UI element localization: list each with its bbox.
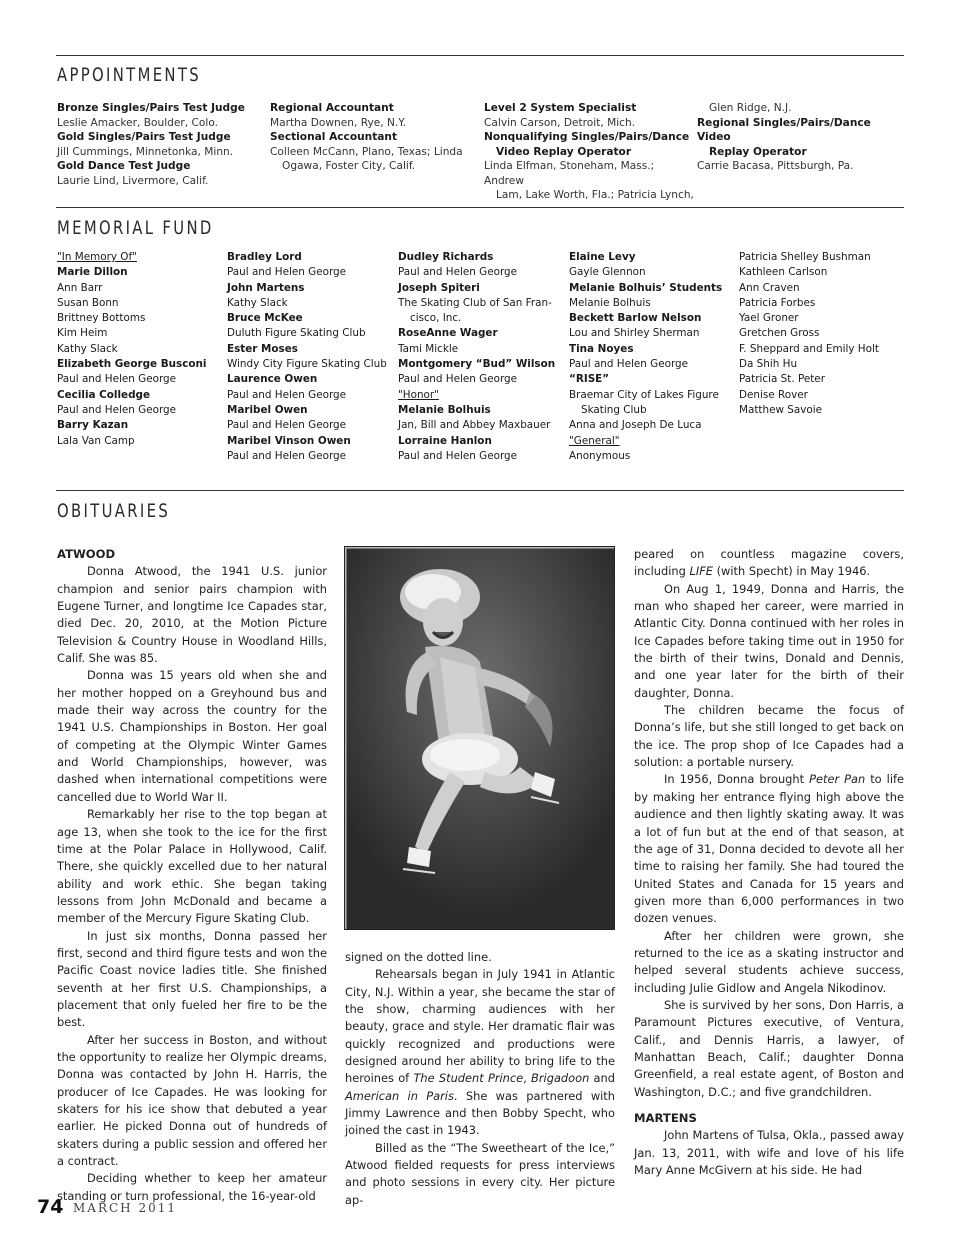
text-run: In 1956, Donna brought bbox=[664, 772, 805, 787]
honoree: Lorraine Hanlon bbox=[398, 434, 492, 447]
honoree: John Martens bbox=[227, 281, 305, 294]
memorial-divider bbox=[56, 207, 904, 208]
obituary-column-3 bbox=[634, 546, 904, 1179]
appointment-role: Gold Singles/Pairs Test Judge bbox=[57, 131, 231, 143]
donor: Ann Craven bbox=[739, 281, 800, 294]
appointments-title: APPOINTMENTS bbox=[57, 64, 201, 86]
memorial-column-3 bbox=[398, 250, 566, 464]
obituary-heading: MARTENS bbox=[634, 1111, 697, 1125]
donor: Kathy Slack bbox=[57, 342, 118, 355]
obituary-heading: ATWOOD bbox=[57, 547, 116, 561]
appointee: Martha Downen, Rye, N.Y. bbox=[270, 116, 406, 129]
donor: Duluth Figure Skating Club bbox=[227, 327, 366, 340]
appointment-role: Video Replay Operator bbox=[496, 145, 632, 158]
memorial-column-5 bbox=[739, 250, 907, 418]
appointee: Laurie Lind, Livermore, Calif. bbox=[57, 174, 209, 187]
donor: Kim Heim bbox=[57, 327, 108, 340]
article-paragraph: Rehearsals began in July 1941 in Atlantic City, N.J. Within a year, she became the star of the show, charming audiences with her beauty, grace and style. Her dramatic flair was quickly recognized and productions were designed around her ability to bring life to the heroines of The Student Prince, Brigadoon and American in Paris. She was partnered with Jimmy Lawrence and then Bobby Specht, who joined the cast in 1943. bbox=[345, 967, 615, 1138]
donor: F. Sheppard and Emily Holt bbox=[739, 342, 879, 355]
article-paragraph bbox=[634, 546, 904, 581]
donor: Paul and Helen George bbox=[398, 373, 518, 386]
donor: Kathy Slack bbox=[227, 296, 288, 309]
honoree: Barry Kazan bbox=[57, 419, 129, 432]
donor: Windy City Figure Skating Club bbox=[227, 358, 387, 371]
donor: Braemar City of Lakes Figure bbox=[569, 388, 719, 401]
donor: The Skating Club of San Fran- bbox=[398, 296, 552, 309]
donor: Brittney Bottoms bbox=[57, 312, 146, 325]
donor: Paul and Helen George bbox=[398, 266, 518, 279]
donor: Anonymous bbox=[569, 449, 631, 462]
appointment-role: Sectional Accountant bbox=[270, 131, 398, 143]
appointment-role: Nonqualifying Singles/Pairs/Dance bbox=[484, 131, 690, 143]
honoree: Ester Moses bbox=[227, 342, 298, 355]
donor: Susan Bonn bbox=[57, 296, 119, 309]
honoree: Maribel Owen bbox=[227, 403, 308, 416]
honoree: Bruce McKee bbox=[227, 312, 303, 325]
appointments-column-1 bbox=[57, 101, 262, 188]
donor: Lala Van Camp bbox=[57, 434, 135, 447]
donor: cisco, Inc. bbox=[410, 312, 462, 325]
article-paragraph: In just six months, Donna passed her first, second and third figure tests and won the Pacific Coast novice ladies title. She finished seventh at her first U.S. Championships, a placement that only fueled her fire to be the best. bbox=[57, 928, 327, 1030]
obituaries-title: OBITUARIES bbox=[57, 500, 171, 522]
text-run: (with Specht) in May 1946. bbox=[716, 564, 871, 579]
donor: Paul and Helen George bbox=[398, 449, 518, 462]
show-title: Brigadoon bbox=[531, 1071, 590, 1086]
article-paragraph: John Martens of Tulsa, Okla., passed away Jan. 13, 2011, with wife and love of his life Mary Anne McGivern at his side. He had bbox=[634, 1128, 904, 1178]
donor: Kathleen Carlson bbox=[739, 266, 828, 279]
honoree: RoseAnne Wager bbox=[398, 327, 498, 340]
donor: Yael Groner bbox=[739, 312, 799, 325]
memorial-title: MEMORIAL FUND bbox=[57, 217, 214, 239]
memorial-column-4 bbox=[569, 250, 737, 464]
donor: Denise Rover bbox=[739, 388, 808, 401]
appointee: Linda Elfman, Stoneham, Mass.; Andrew bbox=[484, 160, 655, 187]
magazine-title: LIFE bbox=[689, 564, 713, 579]
honoree: Beckett Barlow Nelson bbox=[569, 312, 702, 325]
donor: Gayle Glennon bbox=[569, 266, 646, 279]
appointment-role: Level 2 System Specialist bbox=[484, 102, 637, 114]
text-run: Rehearsals began in July 1941 in Atlantic City, N.J. Within a year, she became the star of the show, charming audiences with her beauty, grace and style. Her dramatic flair was quickly recognized and productions were designed around her ability to bring life to the heroines of bbox=[345, 967, 615, 1086]
appointment-role: Gold Dance Test Judge bbox=[57, 160, 191, 172]
text-run: peared on countless magazine covers, including bbox=[634, 547, 904, 579]
appointment-role: Regional Accountant bbox=[270, 102, 394, 114]
appointment-role: Bronze Singles/Pairs Test Judge bbox=[57, 102, 245, 114]
memorial-column-1 bbox=[57, 250, 225, 449]
appointee: Glen Ridge, N.J. bbox=[709, 102, 792, 114]
donor: Da Shih Hu bbox=[739, 358, 798, 371]
memorial-category: "Honor" bbox=[398, 388, 439, 401]
appointments-column-4 bbox=[697, 101, 904, 174]
donor: Tami Mickle bbox=[398, 342, 459, 355]
memorial-column-2 bbox=[227, 250, 395, 464]
honoree: Maribel Vinson Owen bbox=[227, 434, 351, 447]
honoree: “RISE” bbox=[569, 373, 610, 386]
obituary-column-2 bbox=[345, 949, 615, 1209]
show-title: The Student Prince bbox=[413, 1071, 524, 1086]
show-title: Peter Pan bbox=[809, 772, 866, 787]
appointee: Leslie Amacker, Boulder, Colo. bbox=[57, 116, 218, 129]
appointee: Carrie Bacasa, Pittsburgh, Pa. bbox=[697, 160, 854, 172]
donor: Lou and Shirley Sherman bbox=[569, 327, 700, 340]
text-run: . She was partnered with Jimmy Lawrence and then Bobby Specht, who joined the cast in 1943. bbox=[345, 1088, 615, 1138]
donor: Paul and Helen George bbox=[569, 358, 689, 371]
obituaries-divider bbox=[56, 490, 904, 491]
appointee: Lam, Lake Worth, Fla.; Patricia Lynch, bbox=[496, 189, 694, 201]
page-number: 74 bbox=[37, 1196, 64, 1218]
skater-illustration bbox=[345, 547, 615, 930]
article-paragraph: The children became the focus of Donna’s life, but she still longed to get back on the ice. The prop shop of Ice Capades had a solution: a portable nursery. bbox=[634, 703, 904, 770]
article-paragraph: Donna was 15 years old when she and her mother hopped on a Greyhound bus and made their way across the country for the 1941 U.S. Championships in Boston. Her goal of competing at the Olympic Winter Games and World Championships, however, was dashed when international competitions were cancelled due to World War II. bbox=[57, 668, 327, 804]
text-run: to life by making her entrance flying high above the audience and then lightly skating away. It was a lot of fun but at the end of that season, at the age of 31, Donna decided to devote all her time to raising her family. She had toured the United States and Canada for 15 years and given more than 6,000 performances in two dozen venues. bbox=[634, 772, 904, 926]
honoree: Elizabeth George Busconi bbox=[57, 358, 207, 371]
article-paragraph: Remarkably her rise to the top began at age 13, when she took to the ice for the first time at the Polar Palace in Hollywood, Calif. There, she quickly excelled due to her natural ability and work ethic. She began taking lessons from John McDonald and became a member of the Mercury Figure Skating Club. bbox=[57, 807, 327, 926]
article-paragraph: After her children were grown, she returned to the ice as a skating instructor and helped several students achieve success, including Julie Gidlow and Angela Nikodinov. bbox=[634, 928, 904, 995]
honoree: Joseph Spiteri bbox=[398, 281, 480, 294]
donor: Patricia Forbes bbox=[739, 296, 816, 309]
article-paragraph: Deciding whether to keep her amateur standing or turn professional, the 16-year-old bbox=[57, 1171, 327, 1203]
appointee: Calvin Carson, Detroit, Mich. bbox=[484, 116, 636, 129]
article-paragraph: After her success in Boston, and without the opportunity to realize her Olympic dreams, Donna was contacted by John H. Harris, the producer of Ice Capades. He was looking for skaters for his ice show that debuted a year earlier. He picked Donna out of hundreds of skaters during a public session and offered her a contract. bbox=[57, 1032, 327, 1169]
honoree: Melanie Bolhuis bbox=[398, 403, 491, 416]
honoree: Dudley Richards bbox=[398, 251, 494, 263]
memorial-category: "In Memory Of" bbox=[57, 251, 137, 263]
top-divider bbox=[56, 55, 904, 56]
appointee: Colleen McCann, Plano, Texas; Linda bbox=[270, 145, 463, 158]
honoree: Laurence Owen bbox=[227, 373, 318, 386]
article-paragraph: Billed as the “The Sweetheart of the Ice,” Atwood fielded requests for press interviews and photo sessions in every city. Her picture ap- bbox=[345, 1140, 615, 1207]
article-paragraph: signed on the dotted line. bbox=[345, 950, 492, 964]
appointments-column-2 bbox=[270, 101, 475, 174]
donor: Skating Club bbox=[581, 403, 647, 416]
donor: Melanie Bolhuis bbox=[569, 296, 651, 309]
appointment-role: Replay Operator bbox=[709, 145, 807, 158]
show-title: American in Paris bbox=[345, 1088, 454, 1103]
appointment-role: Regional Singles/Pairs/Dance Video bbox=[697, 116, 871, 143]
donor: Patricia St. Peter bbox=[739, 373, 825, 386]
obituary-column-1 bbox=[57, 546, 327, 1205]
donor: Paul and Helen George bbox=[227, 266, 347, 279]
article-paragraph: She is survived by her sons, Don Harris, a Paramount Pictures executive, of Ventura, Calif., and Dennis Harris, a lawyer, of Manhattan Beach, Calif.; daughter Donna Greenfield, a real estate agent, of Boston and Washington, D.C.; and five grandchildren. bbox=[634, 997, 904, 1099]
honoree: Cecilia Colledge bbox=[57, 388, 151, 401]
appointee: Ogawa, Foster City, Calif. bbox=[282, 160, 416, 172]
donor: Jan, Bill and Abbey Maxbauer bbox=[398, 419, 551, 432]
honoree: Marie Dillon bbox=[57, 266, 128, 279]
donor: Paul and Helen George bbox=[57, 403, 177, 416]
article-paragraph: On Aug 1, 1949, Donna and Harris, the man who shaped her career, were married in Atlantic City. Donna continued with her roles in Ice Capades before taking time out in 1950 for the birth of their twins, Donald and Dennis, and one year later for the birth of their daughter, Donna. bbox=[634, 581, 904, 700]
honoree: Melanie Bolhuis’ Students bbox=[569, 281, 723, 294]
donor: Matthew Savoie bbox=[739, 403, 823, 416]
donor: Ann Barr bbox=[57, 281, 103, 294]
appointee: Jill Cummings, Minnetonka, Minn. bbox=[57, 145, 234, 158]
donor: Paul and Helen George bbox=[227, 449, 347, 462]
skater-photo bbox=[344, 546, 615, 930]
article-paragraph bbox=[634, 771, 904, 927]
donor: Gretchen Gross bbox=[739, 327, 820, 340]
issue-date: MARCH 2011 bbox=[73, 1201, 177, 1215]
article-paragraph: Donna Atwood, the 1941 U.S. junior champion and senior pairs champion with Eugene Turner, and longtime Ice Capades star, died Dec. 20, 2010, at the Motion Picture Television & Country House in Woodland Hills, Calif. She was 85. bbox=[57, 564, 327, 666]
memorial-category: "General" bbox=[569, 434, 620, 447]
honoree: Bradley Lord bbox=[227, 251, 302, 263]
honoree: Elaine Levy bbox=[569, 251, 636, 263]
donor: Anna and Joseph De Luca bbox=[569, 419, 702, 432]
donor: Paul and Helen George bbox=[227, 419, 347, 432]
honoree: Montgomery “Bud” Wilson bbox=[398, 358, 556, 371]
donor: Patricia Shelley Bushman bbox=[739, 251, 871, 263]
donor: Paul and Helen George bbox=[57, 373, 177, 386]
appointments-column-3 bbox=[484, 101, 694, 203]
honoree: Tina Noyes bbox=[569, 342, 634, 355]
donor: Paul and Helen George bbox=[227, 388, 347, 401]
